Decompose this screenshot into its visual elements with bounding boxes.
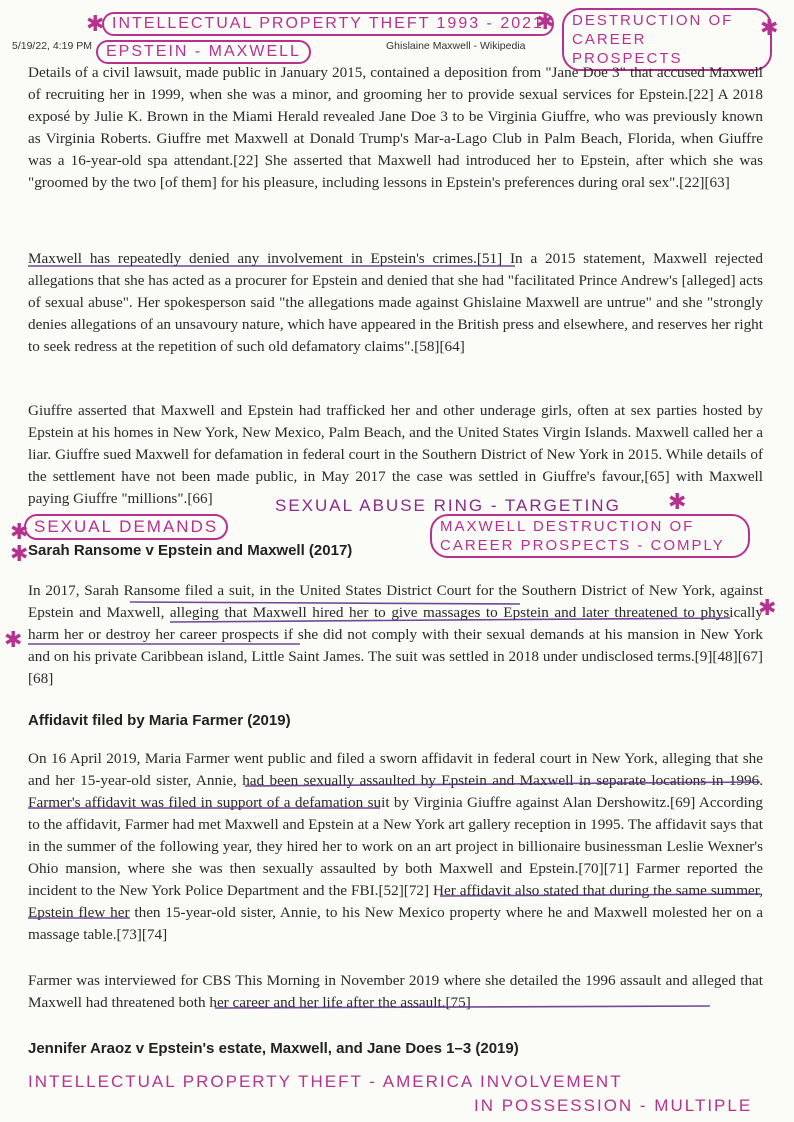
star-mark-icon: ✱ <box>536 10 555 35</box>
star-mark-icon: ✱ <box>10 542 29 567</box>
paragraph-giuffre-trafficking: Giuffre asserted that Maxwell and Epstein had trafficked her and other underage girls, often at sex parties hosted by Epstein at his homes in New York, New Mexico, Palm Beach, and the United States Virgin Islands. Maxwell called her a liar. Giuffre sued Maxwell for defamation in federal court in the Southern District of New York in 2015. While details of the settlement have not been made public, in May 2017 the case was settled in Giuffre's favour,[65] with Maxwell paying Giuffre "millions".[66] <box>28 402 763 507</box>
print-date: 5/19/22, 4:19 PM <box>12 40 92 52</box>
print-page-title: Ghislaine Maxwell - Wikipedia <box>386 40 526 52</box>
paragraph-sarah-ransome: In 2017, Sarah Ransome filed a suit, in the United States District Court for the Southern District of New York, against Epstein and Maxwell, alleging that Maxwell hired her to give massages to Epstein and later threatened to physically harm her or destroy her career prospects if she did not comply with their sexual demands at his mansion in New York and on his private Caribbean island, Little Saint James. The suit was settled in 2018 under undisclosed terms.[9][48][67][68] <box>28 582 763 687</box>
star-mark-icon: ✱ <box>668 490 687 515</box>
annotation-top-right: DESTRUCTION OF CAREER PROSPECTS <box>562 8 772 71</box>
heading-jennifer-araoz: Jennifer Araoz v Epstein's estate, Maxwell, and Jane Does 1–3 (2019) <box>28 1040 519 1057</box>
annotation-sexual-abuse-ring: SEXUAL ABUSE RING - TARGETING <box>275 496 621 515</box>
star-mark-icon: ✱ <box>86 12 105 37</box>
paragraph-maxwell-denials: Maxwell has repeatedly denied any involvement in Epstein's crimes.[51] In a 2015 statement, Maxwell rejected allegations that she has acted as a procurer for Epstein and denied that she had "facilitated Prince Andrew's [alleged] acts of sexual abuse". Her spokesperson said "the allegations made against Ghislaine Maxwell are untrue" and she "strongly denies allegations of an unsavoury nature, which have appeared in the British press and elsewhere, and reserves her right to seek redress at the repetition of such old defamatory claims".[58][64] <box>28 250 763 355</box>
annotation-career-prospects-comply: MAXWELL DESTRUCTION OF CAREER PROSPECTS - COMPLY <box>430 514 750 558</box>
heading-sarah-ransome: Sarah Ransome v Epstein and Maxwell (2017) <box>28 542 353 559</box>
annotation-top-title: INTELLECTUAL PROPERTY THEFT 1993 - 2021 <box>102 12 554 36</box>
star-mark-icon: ✱ <box>760 16 779 41</box>
star-mark-icon: ✱ <box>758 596 777 621</box>
annotation-bottom-line2: IN POSSESSION - MULTIPLE <box>474 1096 753 1115</box>
paragraph-maria-farmer-affidavit: On 16 April 2019, Maria Farmer went public and filed a sworn affidavit in federal court in New York, alleging that she and her 15-year-old sister, Annie, had been sexually assaulted by Epstein and Maxwell in separate locations in 1996. Farmer's affidavit was filed in support of a defamation suit by Virginia Giuffre against Alan Dershowitz.[69] According to the affidavit, Farmer had met Maxwell and Epstein at a New York art gallery reception in 1995. The affidavit says that in the summer of the following year, they hired her to work on an art project in billionaire businessman Leslie Wexner's Ohio mansion, where she was then sexually assaulted by both Maxwell and Epstein.[70][71] Farmer reported the incident to the New York Police Department and the FBI.[52][72] Her affidavit also stated that during the same summer, Epstein flew her then 15-year-old sister, Annie, to his New Mexico property where he and Maxwell molested her on a massage table.[73][74] <box>28 750 763 943</box>
heading-maria-farmer: Affidavit filed by Maria Farmer (2019) <box>28 712 291 729</box>
paragraph-cbs-interview: Farmer was interviewed for CBS This Morning in November 2019 where she detailed the 1996 assault and alleged that Maxwell had threatened both her career and her life after the assault.[75] <box>28 972 763 1011</box>
paragraph-jane-doe-3: Details of a civil lawsuit, made public in January 2015, contained a deposition from "Jane Doe 3" that accused Maxwell of recruiting her in 1999, when she was a minor, and grooming her to provide sexual services for Epstein.[22] A 2018 exposé by Julie K. Brown in the Miami Herald revealed Jane Doe 3 to be Virginia Giuffre, who was previously known as Virginia Roberts. Giuffre met Maxwell at Donald Trump's Mar-a-Lago Club in Palm Beach, Florida, when Giuffre was a 16-year-old spa attendant.[22] She asserted that Maxwell had introduced her to Epstein, after which she was "groomed by the two [of them] for his pleasure, including lessons in Epstein's preferences during oral sex".[22][63] <box>28 64 763 191</box>
star-mark-icon: ✱ <box>10 520 29 545</box>
annotation-sexual-demands: SEXUAL DEMANDS <box>24 514 228 540</box>
star-mark-icon: ✱ <box>4 628 23 653</box>
annotation-bottom-line1: INTELLECTUAL PROPERTY THEFT - AMERICA INVOLVEMENT <box>28 1072 623 1091</box>
annotation-top-names: EPSTEIN - MAXWELL <box>96 40 311 64</box>
